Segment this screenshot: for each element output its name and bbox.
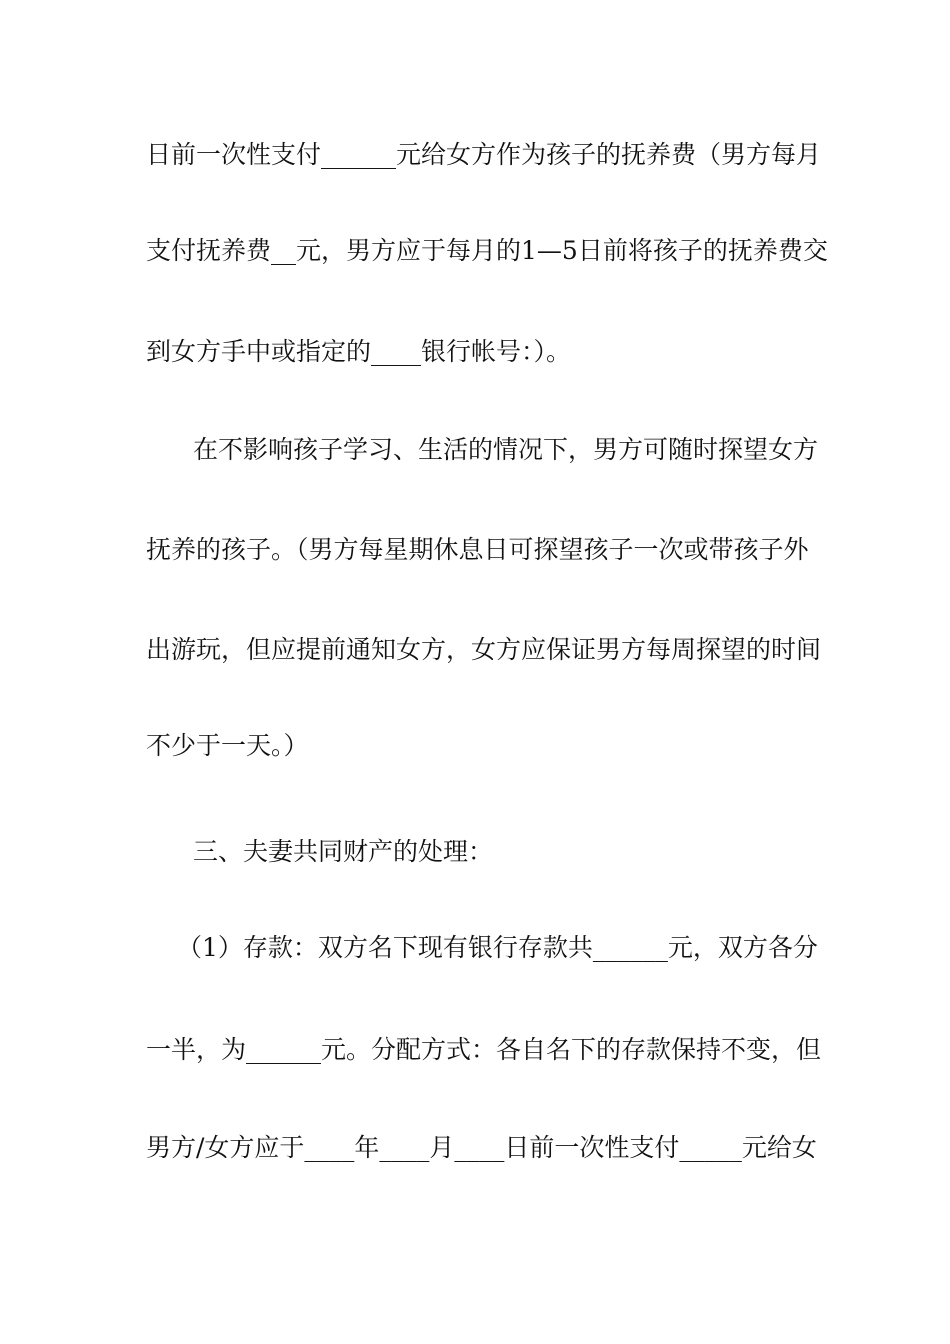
text-line-3: 到女方手中或指定的____银行帐号：）。 — [146, 337, 572, 366]
text-line-2: 支付抚养费__元，男方应于每月的1—5日前将孩子的抚养费交 — [146, 236, 828, 265]
text-line-7: 不少于一天。） — [146, 731, 309, 760]
text-line-4: 在不影响孩子学习、生活的情况下，男方可随时探望女方 — [193, 435, 819, 464]
section-heading: 三、夫妻共同财产的处理： — [193, 837, 494, 866]
text-line-1: 日前一次性支付______元给女方作为孩子的抚养费（男方每月 — [146, 140, 822, 169]
text-line-5: 抚养的孩子。（男方每星期休息日可探望孩子一次或带孩子外 — [146, 535, 809, 564]
text-line-9: （1）存款：双方名下现有银行存款共______元，双方各分 — [177, 933, 818, 962]
text-line-6: 出游玩，但应提前通知女方，女方应保证男方每周探望的时间 — [146, 635, 822, 664]
text-line-11: 男方/女方应于____年____月____日前一次性支付_____元给女 — [146, 1133, 817, 1162]
text-line-10: 一半，为______元。分配方式：各自名下的存款保持不变，但 — [146, 1035, 822, 1064]
